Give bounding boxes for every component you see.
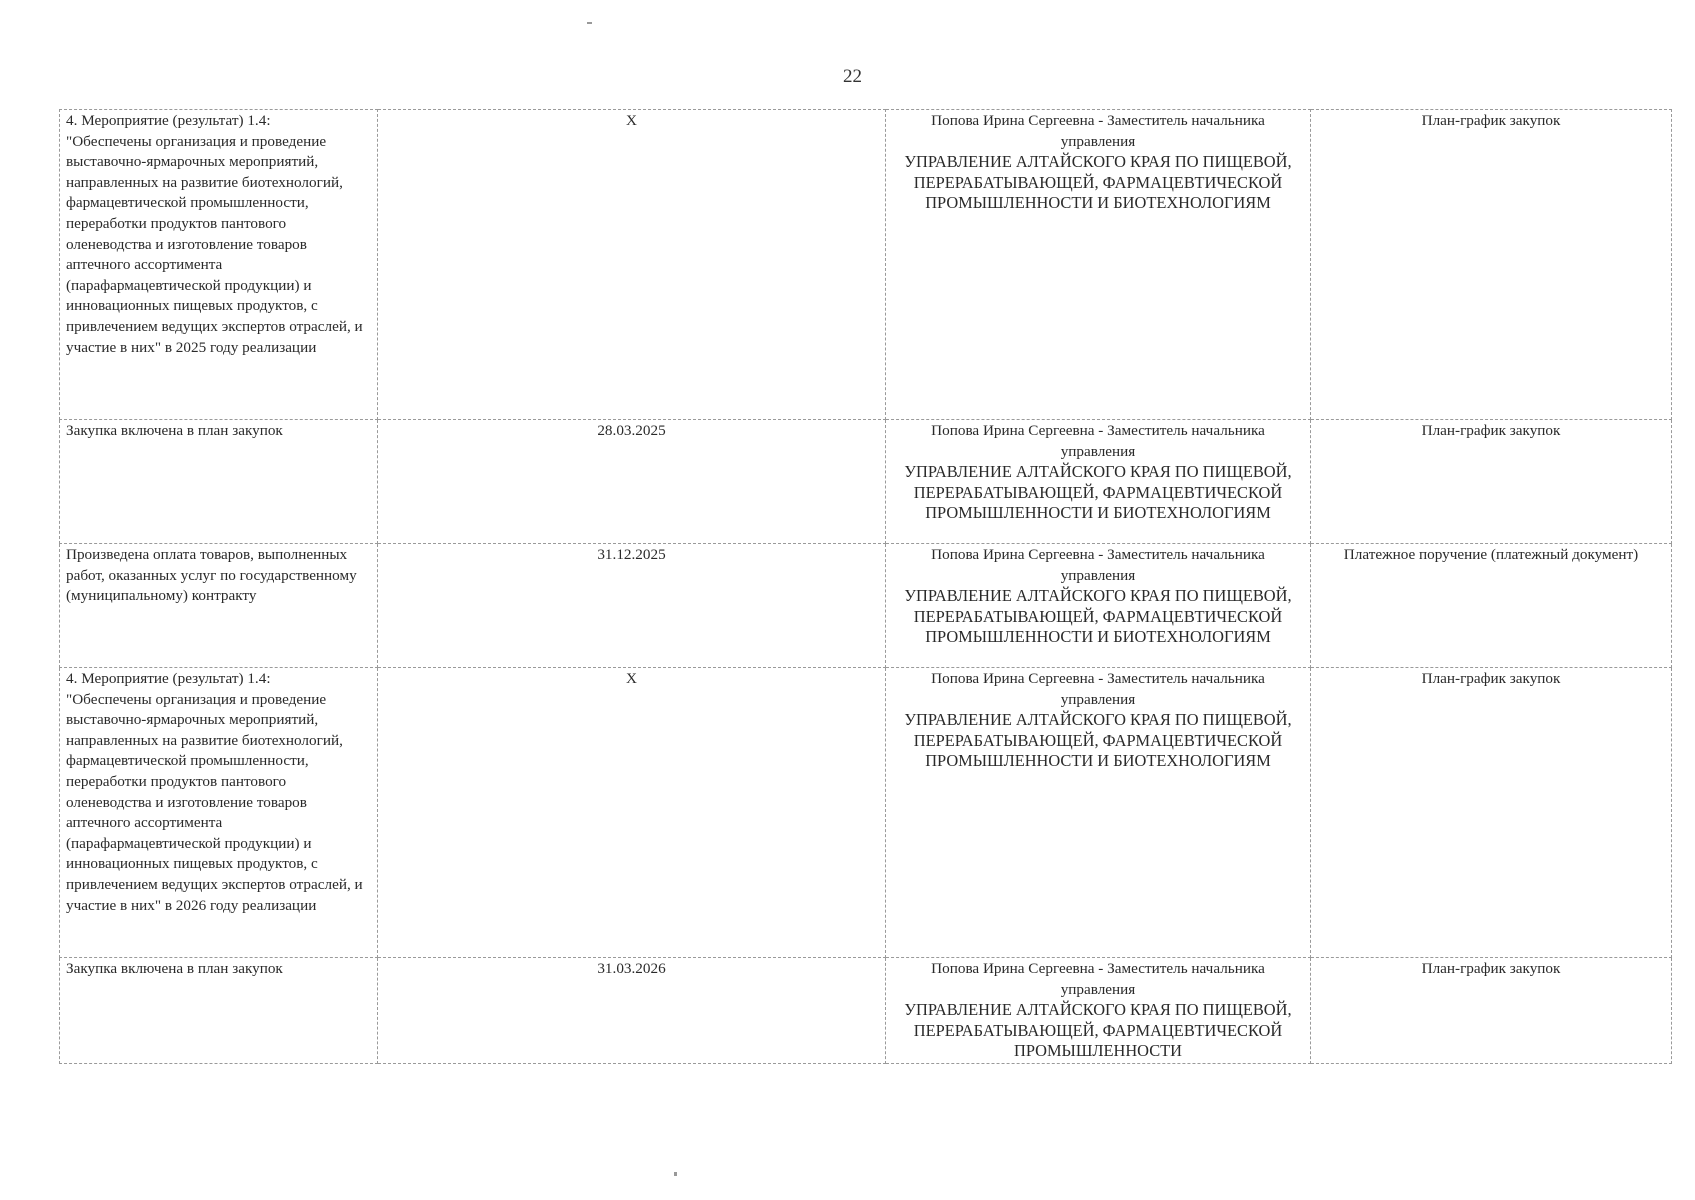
event-date: X: [626, 112, 637, 129]
event-name-cell: [60, 420, 378, 544]
responsible-organization: УПРАВЛЕНИЕ АЛТАЙСКОГО КРАЯ ПО ПИЩЕВОЙ, ПЕРЕРАБАТЫВАЮЩЕЙ, ФАРМАЦЕВТИЧЕСКОЙ ПРОМЫШЛЕННОСТИ: [904, 1000, 1292, 1061]
responsible-person: Попова Ирина Сергеевна - Заместитель начальника управления: [931, 112, 1265, 150]
document-cell: [1311, 110, 1672, 420]
event-name: Закупка включена в план закупок: [66, 422, 283, 439]
document-cell: [1311, 544, 1672, 668]
event-name-cell: [60, 668, 378, 958]
event-name-cell: [60, 544, 378, 668]
date-cell: [378, 420, 886, 544]
confirming-document: План-график закупок: [1421, 112, 1561, 129]
responsible-organization: УПРАВЛЕНИЕ АЛТАЙСКОГО КРАЯ ПО ПИЩЕВОЙ, ПЕРЕРАБАТЫВАЮЩЕЙ, ФАРМАЦЕВТИЧЕСКОЙ ПРОМЫШЛЕННОСТИ И БИОТЕХНОЛОГИЯМ: [904, 152, 1292, 213]
document-cell: [1311, 958, 1672, 1064]
responsible-person: Попова Ирина Сергеевна - Заместитель начальника управления: [931, 546, 1265, 584]
responsible-organization: УПРАВЛЕНИЕ АЛТАЙСКОГО КРАЯ ПО ПИЩЕВОЙ, ПЕРЕРАБАТЫВАЮЩЕЙ, ФАРМАЦЕВТИЧЕСКОЙ ПРОМЫШЛЕННОСТИ И БИОТЕХНОЛОГИЯМ: [904, 586, 1292, 647]
event-name: Закупка включена в план закупок: [66, 960, 283, 977]
document-cell: [1311, 420, 1672, 544]
responsible-cell: [886, 110, 1311, 420]
date-cell: [378, 668, 886, 958]
responsible-cell: [886, 958, 1311, 1064]
responsible-person: Попова Ирина Сергеевна - Заместитель начальника управления: [931, 670, 1265, 708]
responsible-organization: УПРАВЛЕНИЕ АЛТАЙСКОГО КРАЯ ПО ПИЩЕВОЙ, ПЕРЕРАБАТЫВАЮЩЕЙ, ФАРМАЦЕВТИЧЕСКОЙ ПРОМЫШЛЕННОСТИ И БИОТЕХНОЛОГИЯМ: [904, 462, 1292, 523]
event-date: X: [626, 670, 637, 687]
page-number: 22: [843, 66, 862, 87]
event-date: 28.03.2025: [597, 422, 666, 439]
event-name-cell: [60, 110, 378, 420]
date-cell: [378, 958, 886, 1064]
responsible-cell: [886, 420, 1311, 544]
responsible-person: Попова Ирина Сергеевна - Заместитель начальника управления: [931, 422, 1265, 460]
responsible-organization: УПРАВЛЕНИЕ АЛТАЙСКОГО КРАЯ ПО ПИЩЕВОЙ, ПЕРЕРАБАТЫВАЮЩЕЙ, ФАРМАЦЕВТИЧЕСКОЙ ПРОМЫШЛЕННОСТИ И БИОТЕХНОЛОГИЯМ: [904, 710, 1292, 771]
event-name: 4. Мероприятие (результат) 1.4: "Обеспечены организация и проведение выставочно-ярмарочных мероприятий, направленных на развитие биотехнологий, фармацевтической промышленности, переработки продуктов пантового оленеводства и изготовление товаров аптечного ассортимента (парафармацевтической продукции) и инновационных пищевых продуктов, с привлечением ведущих экспертов отраслей, и участие в них" в 2026 году реализации: [66, 670, 363, 914]
confirming-document: План-график закупок: [1421, 422, 1561, 439]
table-row: [60, 110, 1672, 420]
confirming-document: План-график закупок: [1421, 670, 1561, 687]
responsible-cell: [886, 668, 1311, 958]
confirming-document: План-график закупок: [1421, 960, 1561, 977]
table-row: [60, 544, 1672, 668]
event-name-cell: [60, 958, 378, 1064]
responsible-person: Попова Ирина Сергеевна - Заместитель начальника управления: [931, 960, 1265, 998]
table-row: [60, 958, 1672, 1064]
event-name: Произведена оплата товаров, выполненных работ, оказанных услуг по государственному (муниципальному) контракту: [66, 546, 357, 605]
responsible-cell: [886, 544, 1311, 668]
event-date: 31.12.2025: [597, 546, 666, 563]
scan-speck: [674, 1172, 677, 1176]
table-row: [60, 420, 1672, 544]
date-cell: [378, 544, 886, 668]
scan-speck: [587, 22, 592, 24]
control-points-table: [59, 109, 1672, 1064]
table-row: [60, 668, 1672, 958]
event-date: 31.03.2026: [597, 960, 666, 977]
confirming-document: Платежное поручение (платежный документ): [1343, 546, 1639, 563]
document-cell: [1311, 668, 1672, 958]
event-name: 4. Мероприятие (результат) 1.4: "Обеспечены организация и проведение выставочно-ярмарочных мероприятий, направленных на развитие биотехнологий, фармацевтической промышленности, переработки продуктов пантового оленеводства и изготовление товаров аптечного ассортимента (парафармацевтической продукции) и инновационных пищевых продуктов, с привлечением ведущих экспертов отраслей, и участие в них" в 2025 году реализации: [66, 112, 363, 356]
date-cell: [378, 110, 886, 420]
